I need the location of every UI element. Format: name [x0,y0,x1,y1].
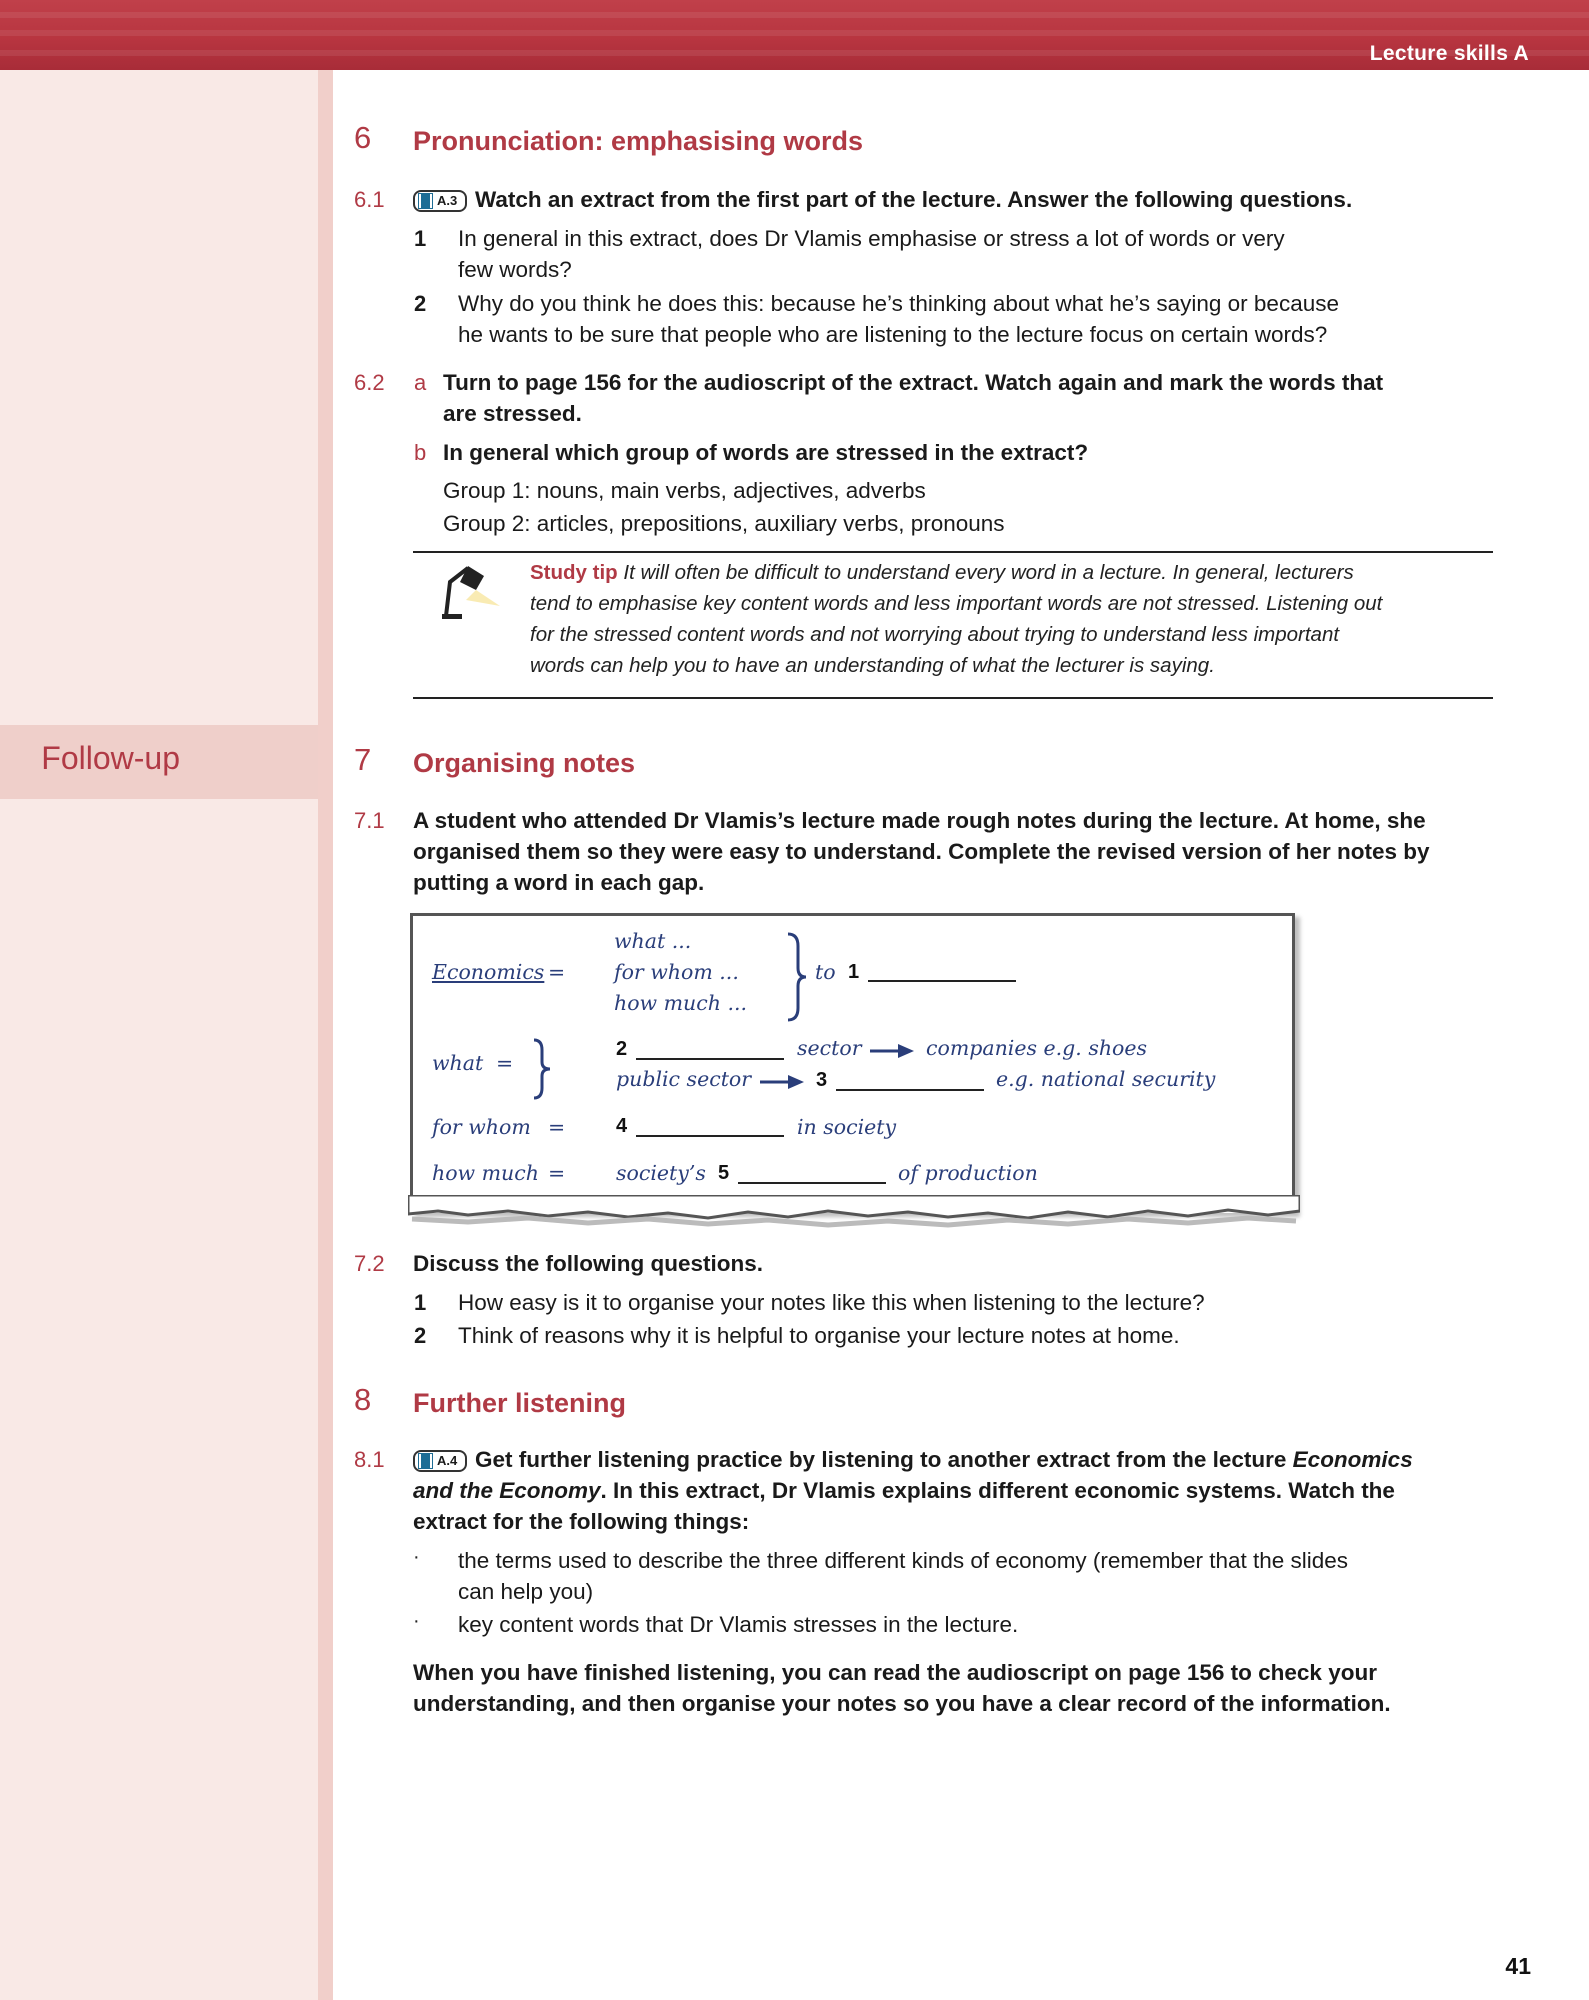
question-6-1-2-line-1: Why do you think he does this: because he’s thinking about what he’s saying or because [458,291,1339,316]
notes-national-security: e.g. national security [996,1067,1216,1091]
exercise-6-2a-line-2: are stressed. [443,401,582,426]
question-7-2-2: Think of reasons why it is helpful to organise your lecture notes at home. [458,1323,1180,1348]
gap-number-3: 3 [816,1069,828,1091]
exercise-7-1-line-2: organised them so they were easy to understand. Complete the revised version of her notes by [413,839,1430,864]
notes-what: what [432,1051,484,1075]
exercise-6-1-number: 6.1 [354,187,385,212]
video-icon[interactable]: A.4 [413,1450,467,1472]
gap-2-line[interactable] [636,1058,784,1060]
final-line-1: When you have finished listening, you can read the audioscript on page 156 to check your [413,1660,1377,1685]
gap-number-5: 5 [718,1162,730,1184]
final-line-2: understanding, and then organise your notes so you have a clear record of the information. [413,1691,1391,1716]
question-7-2-1: How easy is it to organise your notes like this when listening to the lecture? [458,1290,1205,1315]
running-head: Lecture skills A [1369,42,1529,65]
notes-equals: = [548,960,566,984]
study-tip-line-3: for the stressed content words and not worrying about trying to understand less important [530,623,1340,646]
gap-number-2: 2 [616,1038,628,1060]
item-letter-a: a [414,370,427,395]
section-7-title: Organising notes [413,748,636,778]
section-8-title: Further listening [413,1388,627,1418]
bullet-1-line-1: the terms used to describe the three different kinds of economy (remember that the slides [458,1548,1349,1573]
gap-4-line[interactable] [636,1135,784,1137]
exercise-8-1-line-2: and the Economy. In this extract, Dr Vlamis explains different economic systems. Watch the [413,1478,1395,1503]
curly-brace-icon [532,1038,552,1100]
notes-societys: society’s [616,1161,706,1185]
tip-rule-top [413,551,1493,553]
torn-edge [408,1195,1300,1235]
question-number: 2 [414,291,427,316]
exercise-7-1-line-3: putting a word in each gap. [413,870,705,895]
notes-how-much-dots: how much ... [614,991,747,1015]
question-6-1-1-line-2: few words? [458,257,572,282]
section-6-title: Pronunciation: emphasising words [413,126,864,156]
bullet-icon: · [413,1546,420,1568]
bullet-2: key content words that Dr Vlamis stresses in the lecture. [458,1612,1019,1637]
group-2: Group 2: articles, prepositions, auxiliary verbs, pronouns [443,511,1005,536]
exercise-6-2a-line-1: Turn to page 156 for the audioscript of the extract. Watch again and mark the words that [443,370,1384,395]
gap-3-line[interactable] [836,1089,984,1091]
question-number: 1 [414,1290,427,1315]
question-6-1-2-line-2: he wants to be sure that people who are listening to the lecture focus on certain words? [458,322,1328,347]
bullet-icon: · [413,1610,420,1632]
page-number: 41 [1505,1953,1531,1979]
study-tip-line-4: words can help you to have an understanding of what the lecturer is saying. [530,654,1215,677]
notes-economics: Economics [432,960,545,984]
exercise-7-1-number: 7.1 [354,808,385,833]
gap-number-1: 1 [848,961,860,983]
exercise-7-1-line-1: A student who attended Dr Vlamis’s lecture made rough notes during the lecture. At home, she [413,808,1426,833]
gap-number-4: 4 [616,1115,628,1137]
study-tip [530,557,1490,681]
question-6-1-1-line-1: In general in this extract, does Dr Vlamis emphasise or stress a lot of words or very [458,226,1285,251]
exercise-7-2-instruction: Discuss the following questions. [413,1251,764,1276]
gap-1-line[interactable] [868,980,1016,982]
curly-brace-icon [786,932,808,1022]
video-icon[interactable]: A.3 [413,190,467,212]
study-tip-line-2: tend to emphasise key content words and less important words are not stressed. Listening out [530,592,1383,615]
notes-to: to [815,960,836,984]
notes-companies: companies e.g. shoes [926,1036,1148,1060]
arrow-right-icon [870,1042,916,1060]
exercise-8-1-number: 8.1 [354,1447,385,1472]
question-number: 1 [414,226,427,251]
study-tip-line-1: It will often be difficult to understand every word in a lecture. In general, lecturers [623,561,1354,584]
follow-up-label: Follow-up [41,740,180,776]
exercise-6-2-number: 6.2 [354,370,385,395]
exercise-6-2b-text: In general which group of words are stressed in the extract? [443,440,1089,465]
question-number: 2 [414,1323,427,1348]
arrow-right-icon [760,1073,806,1091]
left-margin [0,70,318,2000]
section-8-number: 8 [354,1382,372,1417]
notes-equals: = [548,1161,566,1185]
notes-what-dots: what ... [614,929,692,953]
notes-equals: = [548,1115,566,1139]
notes-equals: = [496,1051,514,1075]
header-band [0,0,1589,70]
exercise-7-2-number: 7.2 [354,1251,385,1276]
notes-public-sector: public sector [616,1067,752,1091]
exercise-6-1-instruction: A.3 Watch an extract from the first part of the lecture. Answer the following questions. [413,184,1352,215]
notes-of-production: of production [898,1161,1038,1185]
section-6-number: 6 [354,120,372,155]
item-letter-b: b [414,440,427,465]
notes-in-society: in society [797,1115,897,1139]
notes-for-whom: for whom [432,1115,531,1139]
margin-rule [318,70,333,2000]
notes-how-much: how much [432,1161,539,1185]
exercise-8-1-line-3: extract for the following things: [413,1509,750,1534]
group-1: Group 1: nouns, main verbs, adjectives, adverbs [443,478,926,503]
exercise-8-1-line-1: A.4 Get further listening practice by listening to another extract from the lecture Economics [413,1444,1413,1475]
notes-for-whom-dots: for whom ... [614,960,739,984]
notes-sector: sector [797,1036,862,1060]
study-tip-label: Study tip [530,561,618,584]
section-7-number: 7 [354,742,372,777]
bullet-1-line-2: can help you) [458,1579,594,1604]
lamp-icon [440,560,506,622]
gap-5-line[interactable] [738,1182,886,1184]
tip-rule-bottom [413,697,1493,699]
